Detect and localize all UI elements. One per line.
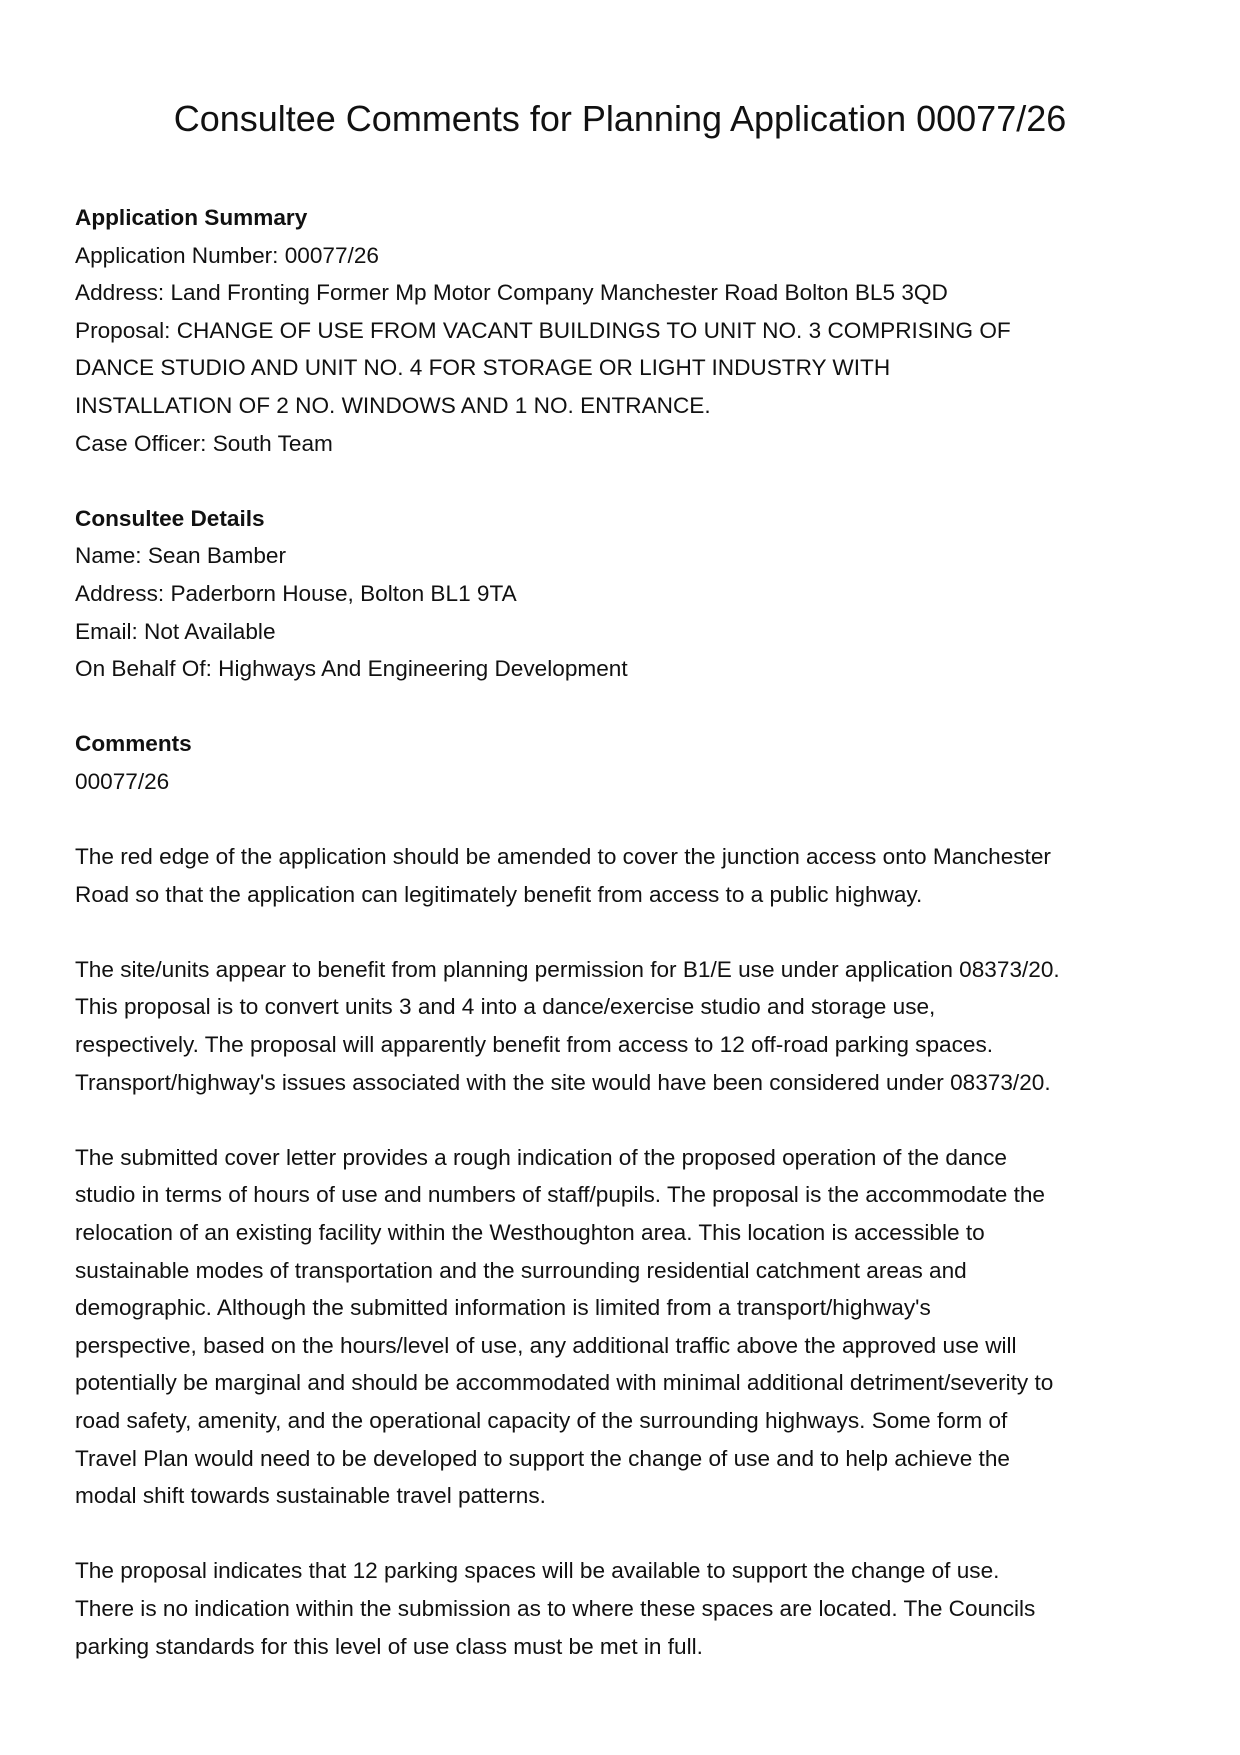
paragraph-spacer bbox=[75, 913, 1175, 951]
comment-line: The submitted cover letter provides a rough indication of the proposed operation of the dance bbox=[75, 1144, 1007, 1170]
comment-line: relocation of an existing facility within the Westhoughton area. This location is accessible to bbox=[75, 1220, 985, 1246]
comment-line: The red edge of the application should be amended to cover the junction access onto Manchester bbox=[75, 844, 1051, 870]
comment-paragraph bbox=[75, 838, 1175, 913]
proposal-line: Proposal: CHANGE OF USE FROM VACANT BUILDINGS TO UNIT NO. 3 COMPRISING OF bbox=[75, 317, 1011, 343]
section-spacer bbox=[75, 462, 1175, 500]
consultee-details-heading: Consultee Details bbox=[75, 505, 265, 531]
document-content bbox=[75, 199, 1175, 1665]
consultee-details-section bbox=[75, 500, 1175, 688]
consultee-name: Name: Sean Bamber bbox=[75, 543, 286, 569]
comment-line: studio in terms of hours of use and numbers of staff/pupils. The proposal is the accommodate the bbox=[75, 1182, 1045, 1208]
comment-line: sustainable modes of transportation and the surrounding residential catchment areas and bbox=[75, 1257, 967, 1283]
consultee-on-behalf-of: On Behalf Of: Highways And Engineering Development bbox=[75, 656, 628, 682]
comment-line: parking standards for this level of use class must be met in full. bbox=[75, 1633, 703, 1659]
comment-paragraph bbox=[75, 1552, 1175, 1665]
comment-line: The proposal indicates that 12 parking spaces will be available to support the change of use. bbox=[75, 1558, 1000, 1584]
paragraph-spacer bbox=[75, 1515, 1175, 1553]
comment-line: respectively. The proposal will apparently benefit from access to 12 off-road parking spaces. bbox=[75, 1032, 994, 1058]
comment-line: Road so that the application can legitimately benefit from access to a public highway. bbox=[75, 881, 923, 907]
comments-heading: Comments bbox=[75, 731, 192, 757]
comment-line: road safety, amenity, and the operational capacity of the surrounding highways. Some form of bbox=[75, 1408, 1008, 1433]
comments-reference: 00077/26 bbox=[75, 768, 170, 794]
comment-line: There is no indication within the submission as to where these spaces are located. The Councils bbox=[75, 1595, 1036, 1621]
comment-line: Transport/highway's issues associated with the site would have been considered under 08373/20. bbox=[75, 1069, 1051, 1095]
comment-line: potentially be marginal and should be accommodated with minimal additional detriment/severity to bbox=[75, 1370, 1054, 1396]
comment-paragraph bbox=[75, 1139, 1175, 1515]
comment-line: perspective, based on the hours/level of use, any additional traffic above the approved use will bbox=[75, 1332, 1017, 1358]
comment-line: demographic. Although the submitted information is limited from a transport/highway's bbox=[75, 1295, 931, 1321]
comment-line: Travel Plan would need to be developed to support the change of use and to help achieve the bbox=[75, 1445, 1010, 1471]
comment-line: This proposal is to convert units 3 and 4 into a dance/exercise studio and storage use, bbox=[75, 994, 936, 1020]
application-number: Application Number: 00077/26 bbox=[75, 242, 379, 268]
comment-paragraph bbox=[75, 951, 1175, 1101]
proposal-line: INSTALLATION OF 2 NO. WINDOWS AND 1 NO. ENTRANCE. bbox=[75, 392, 711, 418]
proposal-text bbox=[75, 312, 1175, 425]
comment-line: modal shift towards sustainable travel patterns. bbox=[75, 1483, 546, 1509]
application-summary-section bbox=[75, 199, 1175, 462]
consultee-email: Email: Not Available bbox=[75, 618, 276, 644]
paragraph-spacer bbox=[75, 1101, 1175, 1139]
consultee-address: Address: Paderborn House, Bolton BL1 9TA bbox=[75, 580, 517, 606]
proposal-line: DANCE STUDIO AND UNIT NO. 4 FOR STORAGE OR LIGHT INDUSTRY WITH bbox=[75, 355, 891, 381]
section-spacer bbox=[75, 688, 1175, 726]
application-address: Address: Land Fronting Former Mp Motor Company Manchester Road Bolton BL5 3QD bbox=[75, 280, 948, 306]
comments-section bbox=[75, 725, 1175, 1665]
case-officer: Case Officer: South Team bbox=[75, 430, 333, 456]
paragraph-spacer bbox=[75, 801, 1175, 839]
application-summary-heading: Application Summary bbox=[75, 205, 308, 230]
page-title: Consultee Comments for Planning Application 00077/26 bbox=[173, 98, 1067, 139]
comment-line: The site/units appear to benefit from planning permission for B1/E use under application 08373/20. bbox=[75, 956, 1060, 982]
